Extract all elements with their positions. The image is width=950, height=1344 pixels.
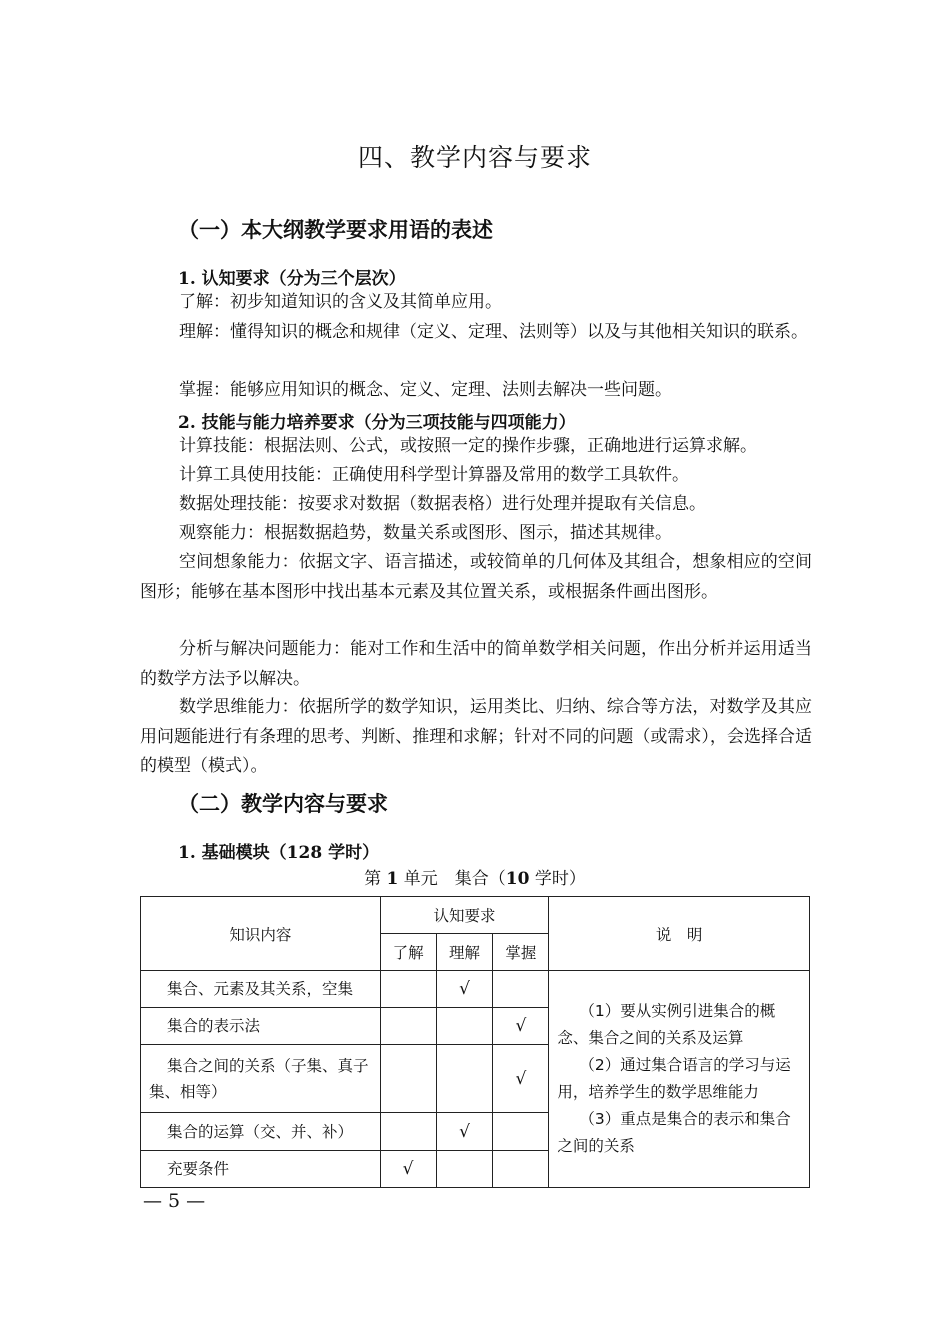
paragraph: 数学思维能力：依据所学的数学知识，运用类比、归纳、综合等方法，对数学及其应用问题能进行有条理的思考、判断、推理和求解；针对不同的问题（或需求），会选择合适的模型（模式）。 <box>140 697 812 776</box>
paragraph: 数据处理技能：按要求对数据（数据表格）进行处理并提取有关信息。 <box>179 494 706 514</box>
caption-hours-number: 10 <box>505 869 530 889</box>
check-cell: √ <box>493 1045 549 1113</box>
header-master: 掌握 <box>493 934 549 971</box>
page-number: — 5 — <box>143 1190 206 1212</box>
knowledge-cell: 集合、元素及其关系，空集 <box>141 971 381 1008</box>
paragraph: 计算技能：根据法则、公式，或按照一定的操作步骤，正确地进行运算求解。 <box>179 436 757 456</box>
check-cell <box>380 1008 436 1045</box>
paragraph: 空间想象能力：依据文字、语言描述，或较简单的几何体及其组合，想象相应的空间图形；能够在基本图形中找出基本元素及其位置关系，或根据条件画出图形。 <box>140 552 812 602</box>
check-cell: √ <box>436 971 493 1008</box>
subsection-number: 1. <box>178 269 196 289</box>
knowledge-cell: 充要条件 <box>141 1151 381 1188</box>
section-heading-1: （一）本大纲教学要求用语的表述 <box>178 218 493 242</box>
subsection-heading-1-1 <box>178 264 406 289</box>
subsection-number: 2. <box>178 413 196 433</box>
table-caption <box>0 864 950 889</box>
subsection-heading-2-1 <box>178 838 379 863</box>
subsection-heading-1-2 <box>178 408 576 433</box>
note-item: （2）通过集合语言的学习与运用，培养学生的数学思维能力 <box>557 1056 791 1101</box>
table-header-row <box>141 897 810 934</box>
notes-cell <box>549 971 810 1188</box>
table-row <box>141 971 810 1008</box>
caption-post: 学时） <box>534 869 586 889</box>
subsection-text: 认知要求（分为三个层次） <box>201 269 406 289</box>
paragraph: 计算工具使用技能：正确使用科学型计算器及常用的数学工具软件。 <box>179 465 689 485</box>
knowledge-cell: 集合的表示法 <box>141 1008 381 1045</box>
note-item: （1）要从实例引进集合的概念、集合之间的关系及运算 <box>557 1002 776 1047</box>
caption-unit-number: 1 <box>386 869 399 889</box>
check-cell <box>436 1151 493 1188</box>
curriculum-table <box>140 896 810 1188</box>
subsection-suffix: 学时） <box>328 843 380 863</box>
caption-pre: 第 <box>364 869 382 889</box>
header-notes: 说 明 <box>549 897 810 971</box>
note-item: （3）重点是集合的表示和集合之间的关系 <box>557 1110 791 1155</box>
paragraph: 观察能力：根据数据趋势，数量关系或图形、图示，描述其规律。 <box>179 523 672 543</box>
knowledge-cell: 集合的运算（交、并、补） <box>141 1113 381 1151</box>
check-cell <box>493 1151 549 1188</box>
check-cell: √ <box>493 1008 549 1045</box>
header-cognitive: 认知要求 <box>380 897 549 934</box>
check-cell: √ <box>436 1113 493 1151</box>
page-title: 四、教学内容与要求 <box>357 143 592 172</box>
header-understand-basic: 了解 <box>380 934 436 971</box>
header-knowledge: 知识内容 <box>141 897 381 971</box>
check-cell <box>380 971 436 1008</box>
caption-mid: 单元 集合（ <box>403 869 506 889</box>
subsection-number: 1. <box>178 843 196 863</box>
knowledge-cell: 集合之间的关系（子集、真子集、相等） <box>141 1045 381 1113</box>
paragraph: 分析与解决问题能力：能对工作和生活中的简单数学相关问题，作出分析并运用适当的数学方法予以解决。 <box>140 639 812 689</box>
check-cell <box>380 1113 436 1151</box>
paragraph: 理解：懂得知识的概念和规律（定义、定理、法则等）以及与其他相关知识的联系。 <box>179 322 808 342</box>
hours-number: 128 <box>286 843 323 863</box>
section-heading-2: （二）教学内容与要求 <box>178 792 388 816</box>
check-cell <box>436 1045 493 1113</box>
check-cell <box>493 971 549 1008</box>
check-cell <box>493 1113 549 1151</box>
check-cell <box>436 1008 493 1045</box>
check-cell: √ <box>380 1151 436 1188</box>
header-understand: 理解 <box>436 934 493 971</box>
subsection-text: 基础模块（ <box>201 843 287 863</box>
check-cell <box>380 1045 436 1113</box>
paragraph: 了解：初步知道知识的含义及其简单应用。 <box>179 292 502 312</box>
subsection-text: 技能与能力培养要求（分为三项技能与四项能力） <box>201 413 576 433</box>
paragraph: 掌握：能够应用知识的概念、定义、定理、法则去解决一些问题。 <box>179 380 672 400</box>
